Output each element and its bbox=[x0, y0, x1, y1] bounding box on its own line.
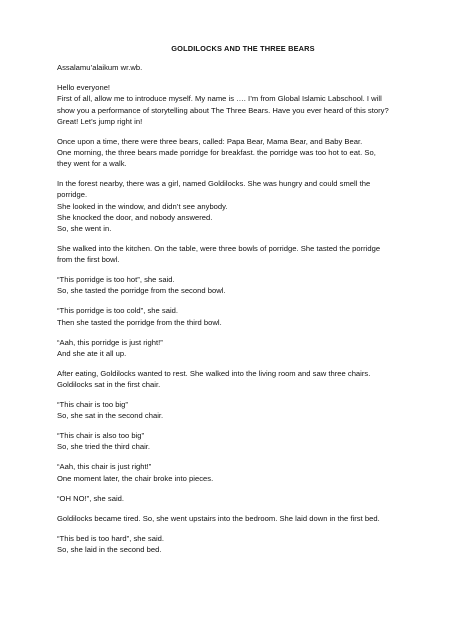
text-line: “Aah, this porridge is just right!” bbox=[57, 337, 163, 347]
text-line: She knocked the door, and nobody answered. bbox=[57, 212, 213, 222]
text-line: “This chair is also too big” bbox=[57, 431, 145, 441]
text-line: Once upon a time, there were three bears, called: Papa Bear, Mama Bear, and Baby Bear. bbox=[57, 136, 363, 146]
text-line: Hello everyone! bbox=[57, 83, 111, 93]
document-title: GOLDILOCKS AND THE THREE BEARS bbox=[171, 44, 315, 53]
paragraph bbox=[57, 305, 429, 327]
paragraph bbox=[57, 461, 429, 483]
paragraph-list bbox=[57, 62, 429, 555]
paragraph bbox=[57, 62, 429, 73]
text-line: She walked into the kitchen. On the table, were three bowls of porridge. She tasted the porridge bbox=[57, 244, 381, 254]
text-line: In the forest nearby, there was a girl, named Goldilocks. She was hungry and could smell the bbox=[57, 179, 371, 189]
text-line: “OH NO!”, she said. bbox=[57, 493, 125, 503]
text-line: Then she tasted the porridge from the third bowl. bbox=[57, 317, 222, 327]
text-line: “This chair is too big” bbox=[57, 400, 128, 410]
text-line: “This porridge is too hot”, she said. bbox=[57, 275, 175, 285]
paragraph bbox=[57, 430, 429, 452]
paragraph bbox=[57, 243, 429, 265]
text-line: Goldilocks became tired. So, she went upstairs into the bedroom. She laid down in the first bed. bbox=[57, 513, 380, 523]
paragraph bbox=[57, 368, 429, 390]
paragraph bbox=[57, 533, 429, 555]
text-line: show you a performance of storytelling about The Three Bears. Have you ever heard of this story? bbox=[57, 105, 389, 115]
text-line: So, she laid in the second bed. bbox=[57, 544, 162, 554]
paragraph bbox=[57, 274, 429, 296]
text-line: After eating, Goldilocks wanted to rest. She walked into the living room and saw three chairs. bbox=[57, 368, 371, 378]
text-line: So, she tasted the porridge from the second bowl. bbox=[57, 286, 226, 296]
text-line: Goldilocks sat in the first chair. bbox=[57, 380, 161, 390]
text-line: Great! Let’s jump right in! bbox=[57, 116, 143, 126]
paragraph bbox=[57, 178, 429, 234]
text-line: So, she went in. bbox=[57, 224, 112, 234]
text-line: One moment later, the chair broke into pieces. bbox=[57, 473, 214, 483]
text-line: One morning, the three bears made porridge for breakfast. the porridge was too hot to eat. So, bbox=[57, 148, 376, 158]
text-line: And she ate it all up. bbox=[57, 348, 127, 358]
text-line: First of all, allow me to introduce myself. My name is …. I’m from Global Islamic Labschool. I will bbox=[57, 94, 382, 104]
text-line: porridge. bbox=[57, 190, 88, 200]
text-line: “This bed is too hard”, she said. bbox=[57, 533, 165, 543]
paragraph bbox=[57, 337, 429, 359]
text-line: “This porridge is too cold”, she said. bbox=[57, 306, 179, 316]
text-line: So, she sat in the second chair. bbox=[57, 411, 164, 421]
paragraph bbox=[57, 399, 429, 421]
paragraph bbox=[57, 136, 429, 170]
text-line: they went for a walk. bbox=[57, 159, 127, 169]
text-line: from the first bowl. bbox=[57, 255, 120, 265]
document-content bbox=[57, 43, 429, 564]
paragraph bbox=[57, 82, 429, 127]
paragraph bbox=[57, 513, 429, 524]
text-line: “Aah, this chair is just right!” bbox=[57, 462, 152, 472]
text-line: She looked in the window, and didn’t see anybody. bbox=[57, 201, 228, 211]
text-line: Assalamu’alaikum wr.wb. bbox=[57, 63, 143, 73]
text-line: So, she tried the third chair. bbox=[57, 442, 151, 452]
paragraph bbox=[57, 493, 429, 504]
